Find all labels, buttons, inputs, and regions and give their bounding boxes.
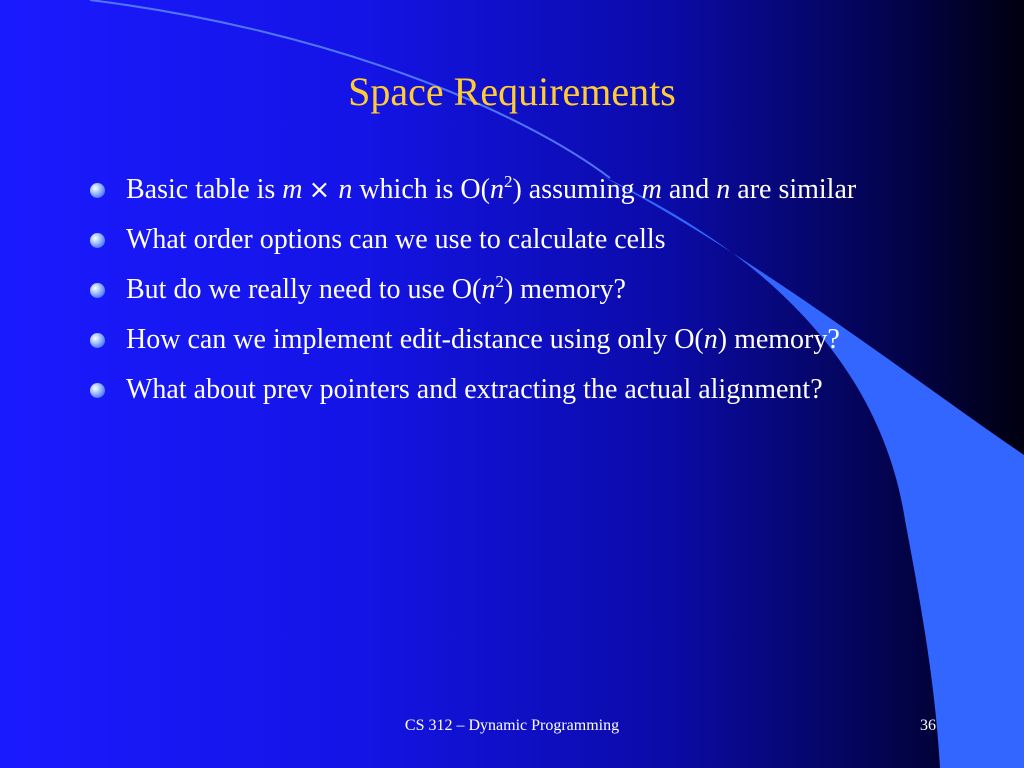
variable-n: n [489, 174, 504, 205]
bullet-icon [90, 383, 105, 398]
bullet-icon [90, 333, 105, 348]
bullet-list [88, 170, 948, 420]
bullet-item-edit-distance [88, 320, 948, 360]
slide-title: Space Requirements [348, 69, 676, 114]
bullet-text: are similar [730, 174, 857, 205]
bullet-text: ) memory? [717, 324, 840, 355]
variable-n: n [703, 324, 718, 355]
bullet-item-prev-pointers [88, 370, 948, 410]
bullet-item-order-options [88, 220, 948, 260]
bullet-text: which is O( [352, 174, 490, 205]
page-number: 36 [920, 717, 936, 734]
variable-m: m [641, 174, 662, 205]
slide-footer: CS 312 – Dynamic Programming [404, 717, 620, 734]
exponent: 2 [503, 172, 513, 191]
exponent: 2 [495, 272, 504, 291]
bullet-icon [90, 233, 105, 248]
bullet-text: ) assuming [512, 174, 642, 205]
variable-m: m [282, 174, 303, 205]
bullet-item-memory-question [88, 270, 948, 310]
bullet-text: and [661, 174, 717, 205]
bullet-text: Basic table is [126, 174, 283, 205]
bullet-text: What about prev pointers and extracting the actual alignment? [126, 374, 823, 405]
variable-n: n [481, 274, 496, 305]
bullet-text: ) memory? [503, 274, 626, 305]
bullet-icon [90, 283, 105, 298]
variable-n: n [338, 174, 353, 205]
bullet-text: How can we implement edit-distance using only O( [126, 324, 704, 355]
bullet-item-basic-table [88, 170, 948, 210]
bullet-text: But do we really need to use O( [126, 274, 482, 305]
times-symbol: × [308, 175, 331, 205]
bullet-text: What order options can we use to calculate cells [126, 224, 666, 255]
bullet-icon [90, 183, 105, 198]
variable-n: n [716, 174, 731, 205]
